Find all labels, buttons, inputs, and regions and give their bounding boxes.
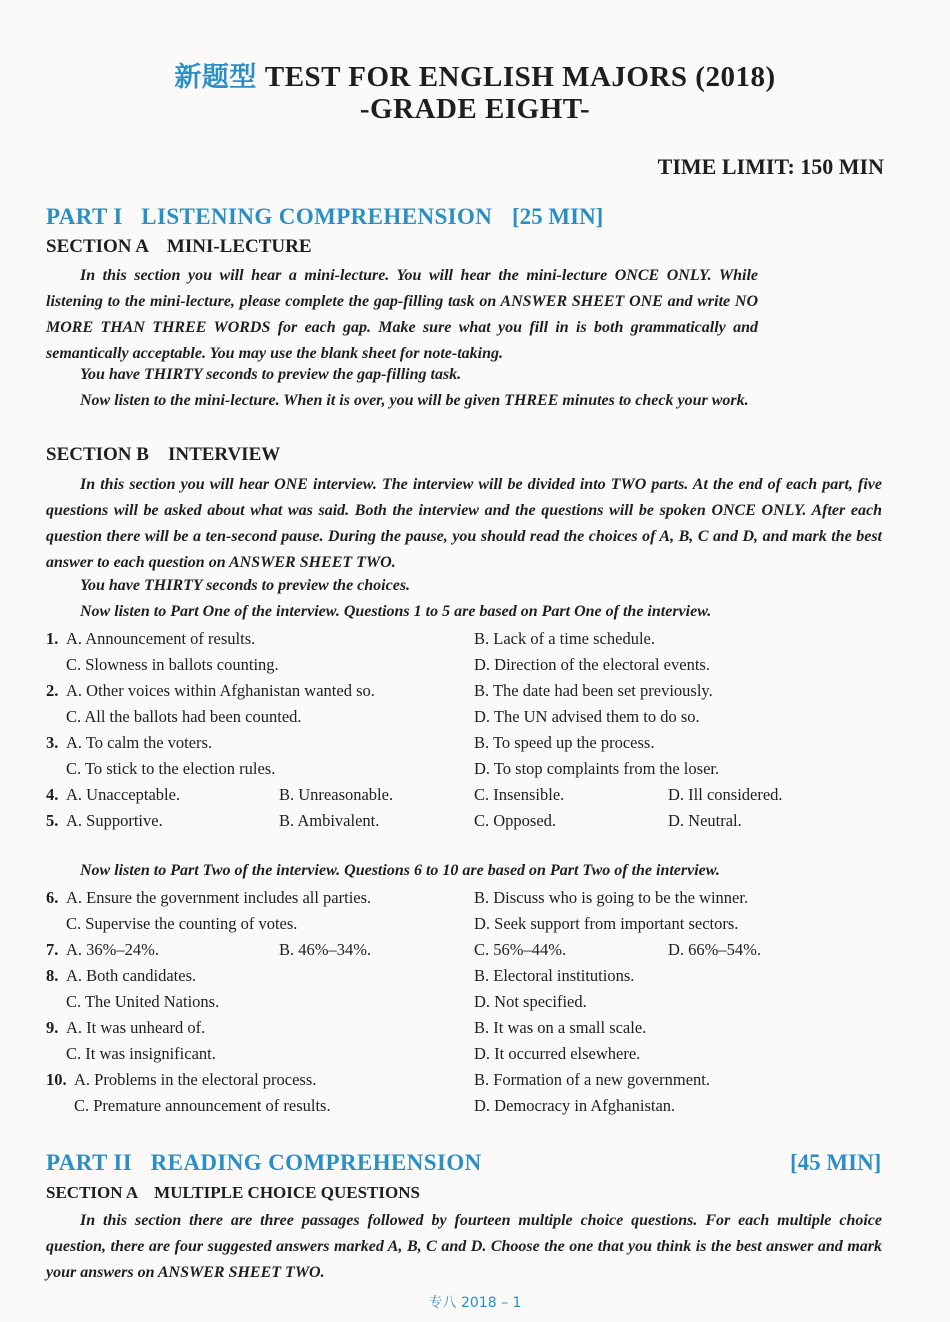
part-one-instruction: Now listen to Part One of the interview. Questions 1 to 5 are based on Part One of the interview.	[80, 603, 712, 620]
option-c: C. All the ballots had been counted.	[66, 707, 302, 726]
exam-title-text: TEST FOR ENGLISH MAJORS (2018)	[264, 61, 776, 93]
option-a: A. Unacceptable.	[66, 785, 181, 804]
part2-minutes: [45 MIN]	[790, 1150, 882, 1175]
option-a: A. Problems in the electoral process.	[74, 1070, 317, 1089]
question-number: 7.	[46, 940, 59, 959]
question-number: 10.	[46, 1070, 67, 1089]
question-number: 5.	[46, 811, 59, 830]
option-a: A. Other voices within Afghanistan wanted so.	[66, 681, 375, 700]
option-d: D. Not specified.	[474, 992, 587, 1011]
option-c: C. To stick to the election rules.	[66, 759, 276, 778]
option-d: D. To stop complaints from the loser.	[474, 759, 720, 778]
option-d: D. Direction of the electoral events.	[474, 655, 710, 674]
section-a-preview: You have THIRTY seconds to preview the gap-filling task.	[80, 366, 462, 383]
question-8-cd	[46, 992, 896, 1018]
part2-section-a-instructions: In this section there are three passages followed by fourteen multiple choice questions. For each multiple choice question, there are four suggested answers marked A, B, C and D. Choose the one that you think is the best answer and mark your answers on ANSWER SHEET TWO.	[46, 1212, 882, 1281]
option-b: B. 46%–34%.	[279, 940, 372, 959]
option-b: B. Discuss who is going to be the winner.	[474, 888, 749, 907]
time-limit: TIME LIMIT: 150 MIN	[657, 154, 884, 179]
question-6	[46, 888, 896, 914]
question-6-cd	[46, 914, 896, 940]
option-a: A. Announcement of results.	[66, 629, 256, 648]
question-9	[46, 1018, 896, 1044]
question-2	[46, 681, 896, 707]
section-b-instructions: In this section you will hear ONE interview. The interview will be divided into TWO parts. At the end of each part, five questions will be asked about what was said. Both the interview and the questions will be spoken ONCE ONLY. After each question there will be a ten-second pause. During the pause, you should read the choices of A, B, C and D, and mark the best answer to each question on ANSWER SHEET TWO.	[46, 476, 882, 571]
section-b-preview: You have THIRTY seconds to preview the choices.	[80, 577, 411, 594]
option-b: B. Electoral institutions.	[474, 966, 635, 985]
question-10	[46, 1070, 896, 1096]
option-c: C. Premature announcement of results.	[74, 1096, 331, 1115]
option-a: A. 36%–24%.	[66, 940, 160, 959]
page-footer: 专八 2018 – 1	[428, 1295, 522, 1311]
option-c: C. 56%–44%.	[474, 940, 567, 959]
question-7	[46, 940, 896, 966]
option-b: B. Lack of a time schedule.	[474, 629, 655, 648]
option-b: B. It was on a small scale.	[474, 1018, 647, 1037]
exam-title-line1	[0, 55, 950, 94]
question-number: 2.	[46, 681, 59, 700]
question-number: 8.	[46, 966, 59, 985]
question-8	[46, 966, 896, 992]
question-3	[46, 733, 896, 759]
option-d: D. Ill considered.	[668, 785, 783, 804]
question-4	[46, 785, 896, 811]
part2-title: PART II READING COMPREHENSION	[46, 1150, 482, 1175]
option-b: B. Formation of a new government.	[474, 1070, 710, 1089]
question-1	[46, 629, 896, 655]
option-a: A. Ensure the government includes all parties.	[66, 888, 372, 907]
part-two-instruction: Now listen to Part Two of the interview. Questions 6 to 10 are based on Part Two of the interview.	[80, 862, 720, 879]
option-d: D. Neutral.	[668, 811, 742, 830]
question-number: 1.	[46, 629, 59, 648]
option-b: B. The date had been set previously.	[474, 681, 713, 700]
option-a: A. Supportive.	[66, 811, 163, 830]
option-b: B. Ambivalent.	[279, 811, 380, 830]
new-format-tag: 新题型	[174, 62, 257, 92]
option-c: C. It was insignificant.	[66, 1044, 216, 1063]
option-d: D. The UN advised them to do so.	[474, 707, 700, 726]
question-number: 6.	[46, 888, 59, 907]
option-d: D. Democracy in Afghanistan.	[474, 1096, 676, 1115]
option-c: C. The United Nations.	[66, 992, 220, 1011]
option-c: C. Insensible.	[474, 785, 565, 804]
option-d: D. 66%–54%.	[668, 940, 762, 959]
option-a: A. To calm the voters.	[66, 733, 213, 752]
question-2-cd	[46, 707, 896, 733]
option-c: C. Opposed.	[474, 811, 557, 830]
exam-title-line2: -GRADE EIGHT-	[359, 93, 591, 125]
section-b-title: SECTION B INTERVIEW	[46, 444, 281, 465]
option-b: B. To speed up the process.	[474, 733, 655, 752]
option-c: C. Slowness in ballots counting.	[66, 655, 279, 674]
question-10-cd	[46, 1096, 896, 1122]
question-number: 3.	[46, 733, 59, 752]
question-number: 4.	[46, 785, 59, 804]
question-5	[46, 811, 896, 837]
question-3-cd	[46, 759, 896, 785]
option-b: B. Unreasonable.	[279, 785, 394, 804]
question-number: 9.	[46, 1018, 59, 1037]
option-d: D. It occurred elsewhere.	[474, 1044, 641, 1063]
part1-minutes: [25 MIN]	[512, 204, 604, 229]
question-9-cd	[46, 1044, 896, 1070]
option-d: D. Seek support from important sectors.	[474, 914, 739, 933]
section-a-instructions: In this section you will hear a mini-lecture. You will hear the mini-lecture ONCE ONLY. While listening to the mini-lecture, please complete the gap-filling task on ANSWER SHEET ONE and write NO MORE THAN THREE WORDS for each gap. Make sure what you fill in is both grammatically and semantically acceptable. You may use the blank sheet for note-taking.	[46, 267, 758, 362]
option-a: A. Both candidates.	[66, 966, 197, 985]
question-1-cd	[46, 655, 896, 681]
part1-title: PART I LISTENING COMPREHENSION	[46, 204, 493, 229]
part2-section-a-title: SECTION A MULTIPLE CHOICE QUESTIONS	[46, 1183, 420, 1202]
section-a-listen: Now listen to the mini-lecture. When it is over, you will be given THREE minutes to check your work.	[80, 392, 749, 409]
section-a-title: SECTION A MINI-LECTURE	[46, 236, 312, 257]
option-a: A. It was unheard of.	[66, 1018, 206, 1037]
option-c: C. Supervise the counting of votes.	[66, 914, 298, 933]
